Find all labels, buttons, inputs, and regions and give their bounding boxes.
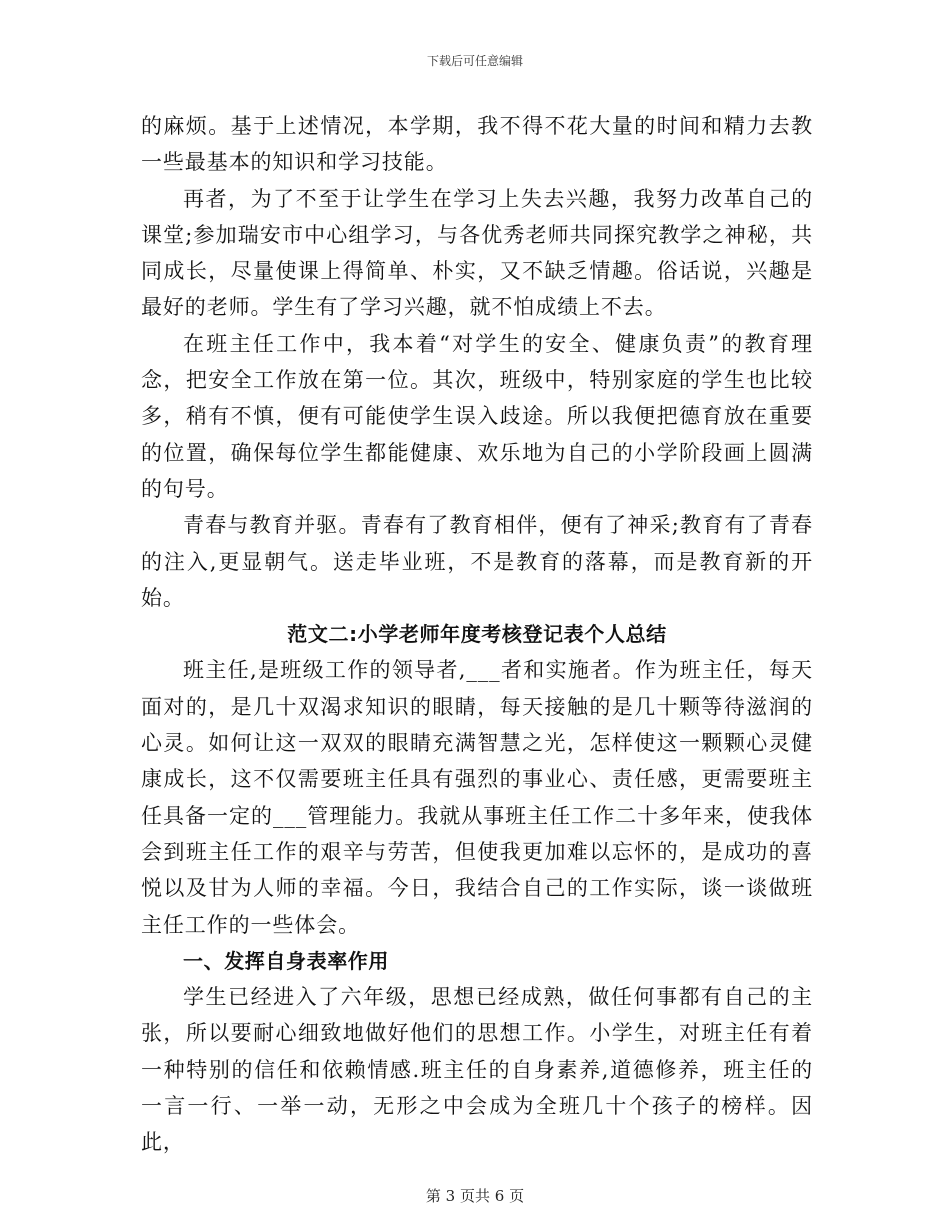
section-heading: 一、发挥自身表率作用 (183, 948, 389, 973)
document-body (141, 108, 813, 1161)
paragraph-4: 青春与教育并驱。青春有了教育相伴，便有了神采;教育有了青春的注入,更显朝气。送走毕业班，不是教育的落幕，而是教育新的开始。 (141, 513, 813, 610)
page-header: 下载后可任意编辑 (426, 54, 523, 68)
paragraph-2: 再者，为了不至于让学生在学习上失去兴趣，我努力改革自己的课堂;参加瑞安市中心组学习，与各优秀老师共同探究教学之神秘，共同成长，尽量使课上得简单、朴实，又不缺乏情趣。俗话说，兴趣是最好的老师。学生有了学习兴趣，就不怕成绩上不去。 (141, 186, 813, 320)
section-title: 范文二:小学老师年度考核登记表个人总结 (287, 622, 667, 647)
paragraph-3: 在班主任工作中，我本着“对学生的安全、健康负责”的教育理念，把安全工作放在第一位。其次，班级中，特别家庭的学生也比较多，稍有不慎，便有可能使学生误入歧途。所以我便把德育放在重要的位置，确保每位学生都能健康、欢乐地为自己的小学阶段画上圆满的句号。 (141, 331, 813, 501)
paragraph-5: 班主任,是班级工作的领导者,___者和实施者。作为班主任，每天面对的，是几十双渴求知识的眼睛，每天接触的是几十颗等待滋润的心灵。如何让这一双双的眼睛充满智慧之光，怎样使这一颗颗心灵健康成长，这不仅需要班主任具有强烈的事业心、责任感，更需要班主任具备一定的___管理能力。我就从事班主任工作二十多年来，使我体会到班主任工作的艰辛与劳苦，但使我更加难以忘怀的，是成功的喜悦以及甘为人师的幸福。今日，我结合自己的工作实际，谈一谈做班主任工作的一些体会。 (141, 658, 813, 937)
paragraph-6: 学生已经进入了六年级，思想已经成熟，做任何事都有自己的主张，所以要耐心细致地做好他们的思想工作。小学生，对班主任有着一种特别的信任和依赖情感.班主任的自身素养,道德修养，班主任的一言一行、一举一动，无形之中会成为全班几十个孩子的榜样。因此， (141, 985, 813, 1155)
page-number: 第 3 页共 6 页 (425, 1187, 525, 1205)
paragraph-1: 的麻烦。基于上述情况，本学期，我不得不花大量的时间和精力去教一些最基本的知识和学习技能。 (141, 114, 813, 175)
